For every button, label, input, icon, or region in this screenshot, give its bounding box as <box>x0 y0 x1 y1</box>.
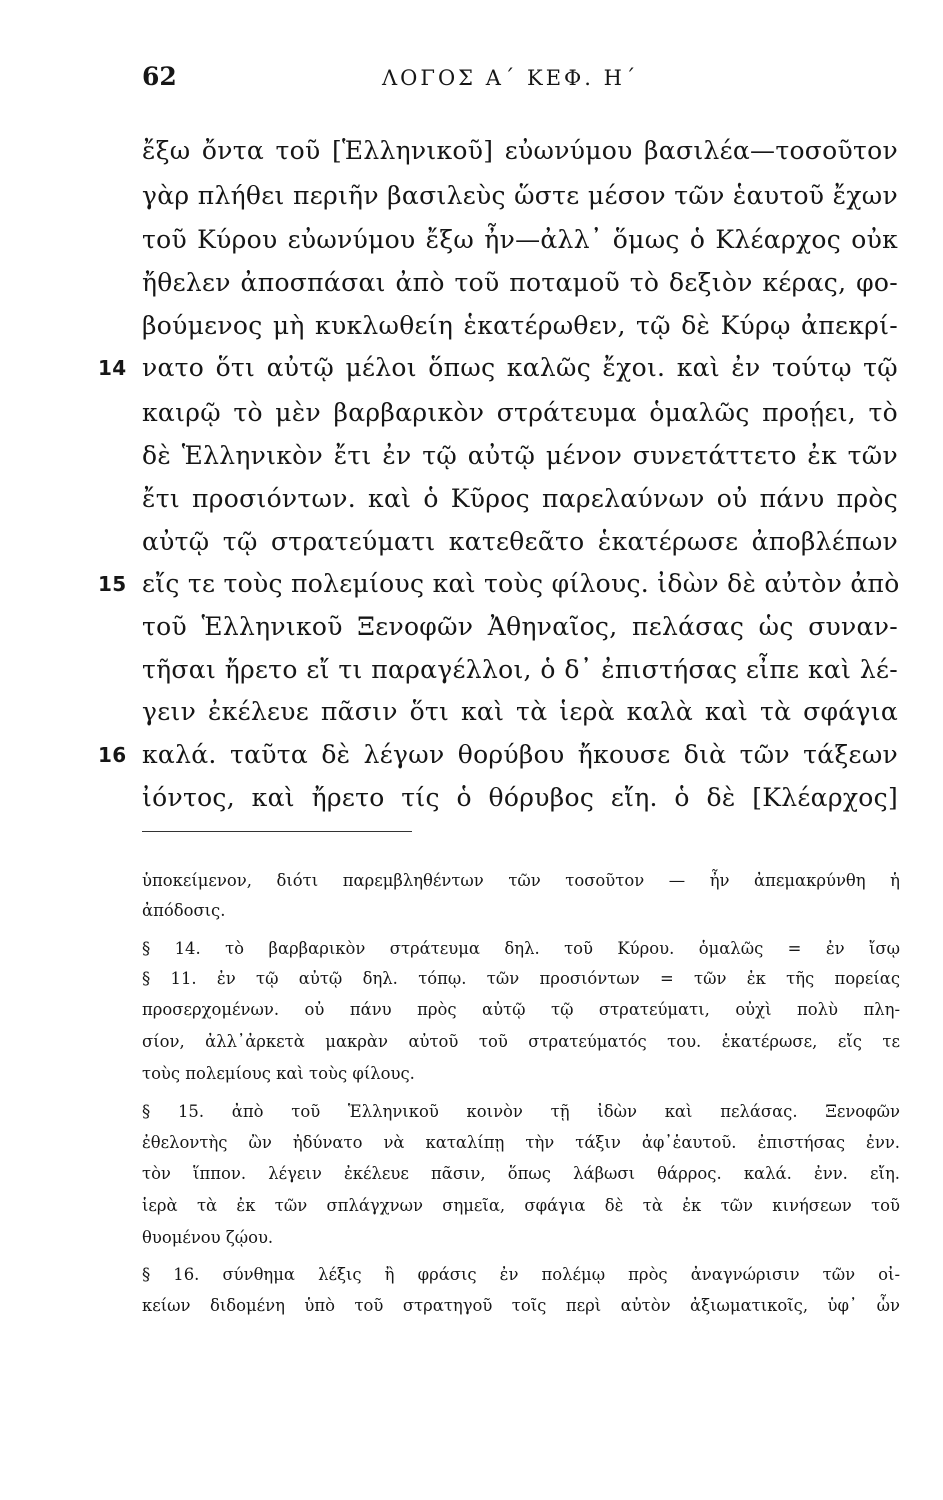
main-text-line <box>142 220 898 260</box>
footnote-line: ἱερὰ τὰ ἐκ τῶν σπλάγχνων σημεῖα, σφάγια δὲ τὰ ἐκ τῶν κινήσεων τοῦ <box>142 1196 900 1215</box>
main-text-line <box>98 564 900 604</box>
footnote-line: ἐθελοντὴς ὢν ἠδύνατο νὰ καταλίπῃ τὴν τάξιν ἀφ᾽ἑαυτοῦ. ἐπιστήσας ἐνν. <box>142 1133 900 1152</box>
page-number: 62 <box>142 62 177 91</box>
footnote-line: § 11. ἐν τῷ αὐτῷ δηλ. τόπῳ. τῶν προσιόντων = τῶν ἐκ τῆς πορείας <box>142 969 900 988</box>
main-text-line-content: ἔτι προσιόντων. καὶ ὁ Κῦρος παρελαύνων οὐ πάνυ πρὸς <box>142 484 898 513</box>
main-text-line-content: καιρῷ τὸ μὲν βαρβαρικὸν στράτευμα ὁμαλῶς προῄει, τὸ <box>142 398 898 427</box>
footnote-line: τοὺς πολεμίους καὶ τοὺς φίλους. <box>142 1064 415 1083</box>
footnote-line: κείων διδομένη ὑπὸ τοῦ στρατηγοῦ τοῖς περὶ αὐτὸν ἀξιωματικοῖς, ὑφ᾽ ὧν <box>142 1296 900 1315</box>
main-text-line-content: καλά. ταῦτα δὲ λέγων θορύβου ἤκουσε διὰ τῶν τάξεων <box>142 740 898 769</box>
main-text-line <box>98 348 898 388</box>
footnote-line: τὸν ἵππον. λέγειν ἐκέλευε πᾶσιν, ὅπως λάβωσι θάρρος. καλά. ἐνν. εἴη. <box>142 1164 900 1183</box>
page-header <box>142 62 882 102</box>
footnote-divider <box>142 831 412 832</box>
main-text-line-content: αὐτῷ τῷ στρατεύματι κατεθεᾶτο ἑκατέρωσε ἀποβλέπων <box>142 527 898 556</box>
main-text-line-content: τοῦ Κύρου εὐωνύμου ἔξω ἦν—ἀλλ᾽ ὅμως ὁ Κλέαρχος οὐκ <box>142 225 898 254</box>
footnote-line: θυομένου ζῴου. <box>142 1228 274 1247</box>
footnote-line: προσερχομένων. οὐ πάνυ πρὸς αὐτῷ τῷ στρατεύματι, οὐχὶ πολὺ πλη- <box>142 1000 900 1019</box>
main-text-line <box>142 607 898 647</box>
main-text-line-content: τῆσαι ἤρετο εἴ τι παραγέλλοι, ὁ δ᾽ ἐπιστήσας εἶπε καὶ λέ- <box>142 655 898 684</box>
main-text-line <box>142 436 898 476</box>
section-number: 14 <box>98 356 127 380</box>
footnote-line: ἀπόδοσις. <box>142 901 226 920</box>
main-text-line <box>142 131 898 171</box>
main-text-line <box>142 263 898 303</box>
footnote-line: σίον, ἀλλ᾽ἀρκετὰ μακρὰν αὐτοῦ τοῦ στρατεύματός του. ἑκατέρωσε, εἴς τε <box>142 1032 900 1051</box>
section-number: 16 <box>98 743 127 767</box>
main-text-line <box>142 650 898 690</box>
main-text-line-content: δὲ Ἑλληνικὸν ἔτι ἐν τῷ αὐτῷ μένον συνετάττετο ἐκ τῶν <box>142 441 898 470</box>
main-text-line-content: ἤθελεν ἀποσπάσαι ἀπὸ τοῦ ποταμοῦ τὸ δεξιὸν κέρας, φο- <box>142 268 898 297</box>
main-text-line-content: ἔξω ὄντα τοῦ [Ἑλληνικοῦ] εὐωνύμου βασιλέα—τοσοῦτον <box>142 136 898 165</box>
footnote-line: ὑποκείμενον, διότι παρεμβληθέντων τῶν τοσοῦτον — ἦν ἀπεμακρύνθη ἡ <box>142 871 900 890</box>
footnote-line: § 15. ἀπὸ τοῦ Ἑλληνικοῦ κοινὸν τῇ ἰδὼν καὶ πελάσας. Ξενοφῶν <box>142 1102 900 1121</box>
running-head: ΛΟΓΟΣ Α΄ ΚΕΦ. Η΄ <box>382 66 639 90</box>
section-number: 15 <box>98 572 127 596</box>
main-text-line-content: εἴς τε τοὺς πολεμίους καὶ τοὺς φίλους. ἰδὼν δὲ αὐτὸν ἀπὸ <box>142 569 900 598</box>
main-text-line-content: νατο ὅτι αὐτῷ μέλοι ὅπως καλῶς ἔχοι. καὶ ἐν τούτῳ τῷ <box>142 353 898 382</box>
main-text-line-content: γειν ἐκέλευε πᾶσιν ὅτι καὶ τὰ ἱερὰ καλὰ καὶ τὰ σφάγια <box>142 697 898 726</box>
main-text-line <box>142 692 898 732</box>
main-text-line-content: βούμενος μὴ κυκλωθείη ἑκατέρωθεν, τῷ δὲ Κύρῳ ἀπεκρί- <box>142 311 898 340</box>
footnote-line: § 14. τὸ βαρβαρικὸν στράτευμα δηλ. τοῦ Κύρου. ὁμαλῶς = ἐν ἴσῳ <box>142 939 900 958</box>
main-text-line-content: τοῦ Ἑλληνικοῦ Ξενοφῶν Ἀθηναῖος, πελάσας ὡς συναν- <box>142 612 898 641</box>
main-text-line <box>142 778 898 818</box>
main-text-line <box>98 735 898 775</box>
main-text-line <box>142 522 898 562</box>
main-text-line-content: γὰρ πλήθει περιῆν βασιλεὺς ὥστε μέσον τῶν ἑαυτοῦ ἔχων <box>142 181 898 210</box>
main-text-line <box>142 393 898 433</box>
main-text-line <box>142 479 898 519</box>
footnote-line: § 16. σύνθημα λέξις ἢ φράσις ἐν πολέμῳ πρὸς ἀναγνώρισιν τῶν οἰ- <box>142 1265 900 1284</box>
main-text-line <box>142 306 898 346</box>
main-text-line <box>142 176 898 216</box>
main-text-line-content: ἰόντος, καὶ ἤρετο τίς ὁ θόρυβος εἴη. ὁ δὲ [Κλέαρχος] <box>142 783 898 812</box>
